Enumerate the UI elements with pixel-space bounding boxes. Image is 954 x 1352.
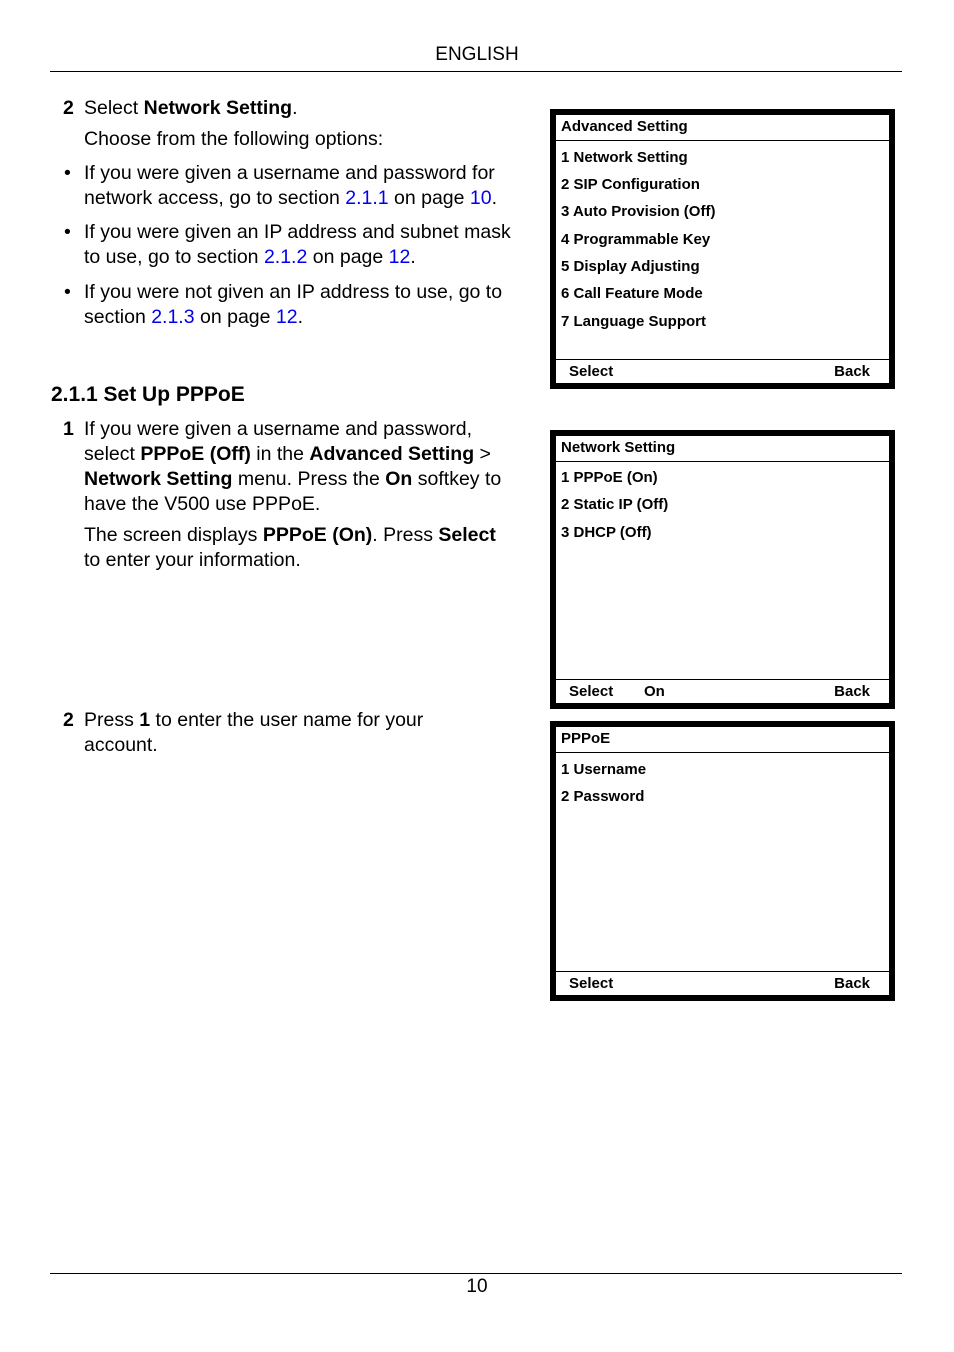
option-text: to use, go to section: [84, 246, 264, 268]
step-number: 2: [63, 709, 74, 731]
step-line: to enter your information.: [84, 549, 301, 571]
screen-title-bar: [556, 115, 889, 141]
option-text: on page: [307, 246, 389, 268]
menu-item-dhcp[interactable]: 3 DHCP (Off): [561, 524, 652, 541]
phone-screen-advanced-setting: [550, 109, 895, 389]
step-text-pre: Select: [84, 97, 144, 119]
option-line: If you were not given an IP address to use, go to: [84, 281, 503, 303]
step-fragment-bold: PPPoE (Off): [140, 443, 251, 465]
step-fragment: select: [84, 443, 141, 465]
option-text: network access, go to section: [84, 187, 346, 209]
options-intro: Choose from the following options:: [84, 128, 384, 150]
option-item: [84, 220, 511, 270]
softkey-back[interactable]: Back: [834, 975, 870, 992]
option-text: .: [410, 246, 416, 268]
step-paragraph: [84, 523, 496, 573]
option-line: [84, 305, 502, 330]
menu-item-display-adjusting[interactable]: 5 Display Adjusting: [561, 258, 700, 275]
bullet: •: [64, 281, 71, 303]
step-fragment-bold: On: [385, 468, 413, 490]
step-text-bold: Network Setting: [143, 97, 293, 119]
option-text: .: [491, 187, 498, 209]
menu-item-pppoe[interactable]: 1 PPPoE (On): [561, 469, 658, 486]
softkey-select[interactable]: Select: [569, 683, 614, 700]
step-fragment-bold: Advanced Setting: [309, 443, 475, 465]
softkey-on[interactable]: On: [644, 683, 665, 700]
option-line: [84, 186, 497, 211]
option-text: .: [297, 306, 304, 328]
section-heading: 2.1.1 Set Up PPPoE: [51, 383, 245, 406]
step-line: account.: [84, 734, 158, 756]
step-fragment: to enter the user name for your: [150, 709, 424, 731]
phone-screen-network-setting: [550, 430, 895, 709]
menu-item-username[interactable]: 1 Username: [561, 761, 647, 778]
step-line: have the V500 use PPPoE.: [84, 493, 321, 515]
option-item: [84, 280, 502, 330]
section-link[interactable]: 2.1.2: [263, 246, 308, 268]
option-text: on page: [194, 306, 276, 328]
step-number: 2: [63, 97, 74, 119]
page-link[interactable]: 12: [275, 306, 298, 328]
section-link[interactable]: 2.1.1: [345, 187, 389, 209]
menu-item-password[interactable]: 2 Password: [561, 788, 645, 805]
screen-title-bar: [556, 436, 889, 462]
step-line: If you were given a username and password,: [84, 418, 473, 440]
screen-title: Advanced Setting: [561, 118, 688, 135]
step-fragment: menu. Press the: [232, 468, 386, 490]
softkey-select[interactable]: Select: [569, 975, 614, 992]
step-fragment-bold: PPPoE (On): [262, 524, 373, 546]
step-fragment: . Press: [372, 524, 439, 546]
bullet: •: [64, 221, 71, 243]
step-number: 1: [63, 418, 74, 440]
step-fragment-bold: 1: [139, 709, 151, 731]
option-line: If you were given an IP address and subnet mask: [84, 221, 511, 243]
softkey-select[interactable]: Select: [569, 363, 614, 380]
step-fragment: >: [474, 443, 491, 465]
menu-item-static-ip[interactable]: 2 Static IP (Off): [561, 496, 669, 513]
step-line: [84, 467, 501, 492]
footer-rule: [50, 1273, 902, 1274]
page-number: 10: [466, 1276, 488, 1297]
step-text: [84, 708, 423, 758]
step-text: [84, 96, 297, 121]
step-fragment: in the: [250, 443, 310, 465]
page-header-language: ENGLISH: [435, 44, 519, 65]
screen-title-bar: [556, 727, 889, 753]
menu-item-auto-provision[interactable]: 3 Auto Provision (Off): [561, 203, 716, 220]
menu-item-sip-configuration[interactable]: 2 SIP Configuration: [561, 176, 700, 193]
step-fragment-bold: Network Setting: [84, 468, 233, 490]
option-text: section: [84, 306, 152, 328]
menu-item-language-support[interactable]: 7 Language Support: [561, 313, 707, 330]
page-link[interactable]: 12: [388, 246, 411, 268]
step-text-post: .: [292, 97, 298, 119]
step-fragment: The screen displays: [84, 524, 263, 546]
menu-item-call-feature-mode[interactable]: 6 Call Feature Mode: [561, 285, 703, 302]
softkey-bar: [556, 679, 889, 703]
step-line: [84, 523, 496, 548]
screen-title: PPPoE: [561, 730, 611, 747]
menu-item-programmable-key[interactable]: 4 Programmable Key: [561, 231, 711, 248]
softkey-bar: [556, 359, 889, 383]
bullet: •: [64, 162, 71, 184]
section-link[interactable]: 2.1.3: [151, 306, 195, 328]
step-fragment: softkey to: [412, 468, 502, 490]
step-fragment: Press: [84, 709, 140, 731]
step-fragment-bold: Select: [438, 524, 496, 546]
softkey-back[interactable]: Back: [834, 683, 870, 700]
step-line: [84, 708, 423, 733]
phone-screen-pppoe: [550, 721, 895, 1001]
option-line: [84, 245, 511, 270]
softkey-bar: [556, 971, 889, 995]
option-line: If you were given a username and password for: [84, 162, 495, 184]
softkey-back[interactable]: Back: [834, 363, 870, 380]
step-text: [84, 417, 501, 517]
option-item: [84, 161, 497, 211]
step-line: [84, 442, 501, 467]
screen-title: Network Setting: [561, 439, 676, 456]
page-link[interactable]: 10: [469, 187, 492, 209]
menu-item-network-setting[interactable]: 1 Network Setting: [561, 149, 688, 166]
option-text: on page: [388, 187, 470, 209]
header-rule: [50, 71, 902, 72]
